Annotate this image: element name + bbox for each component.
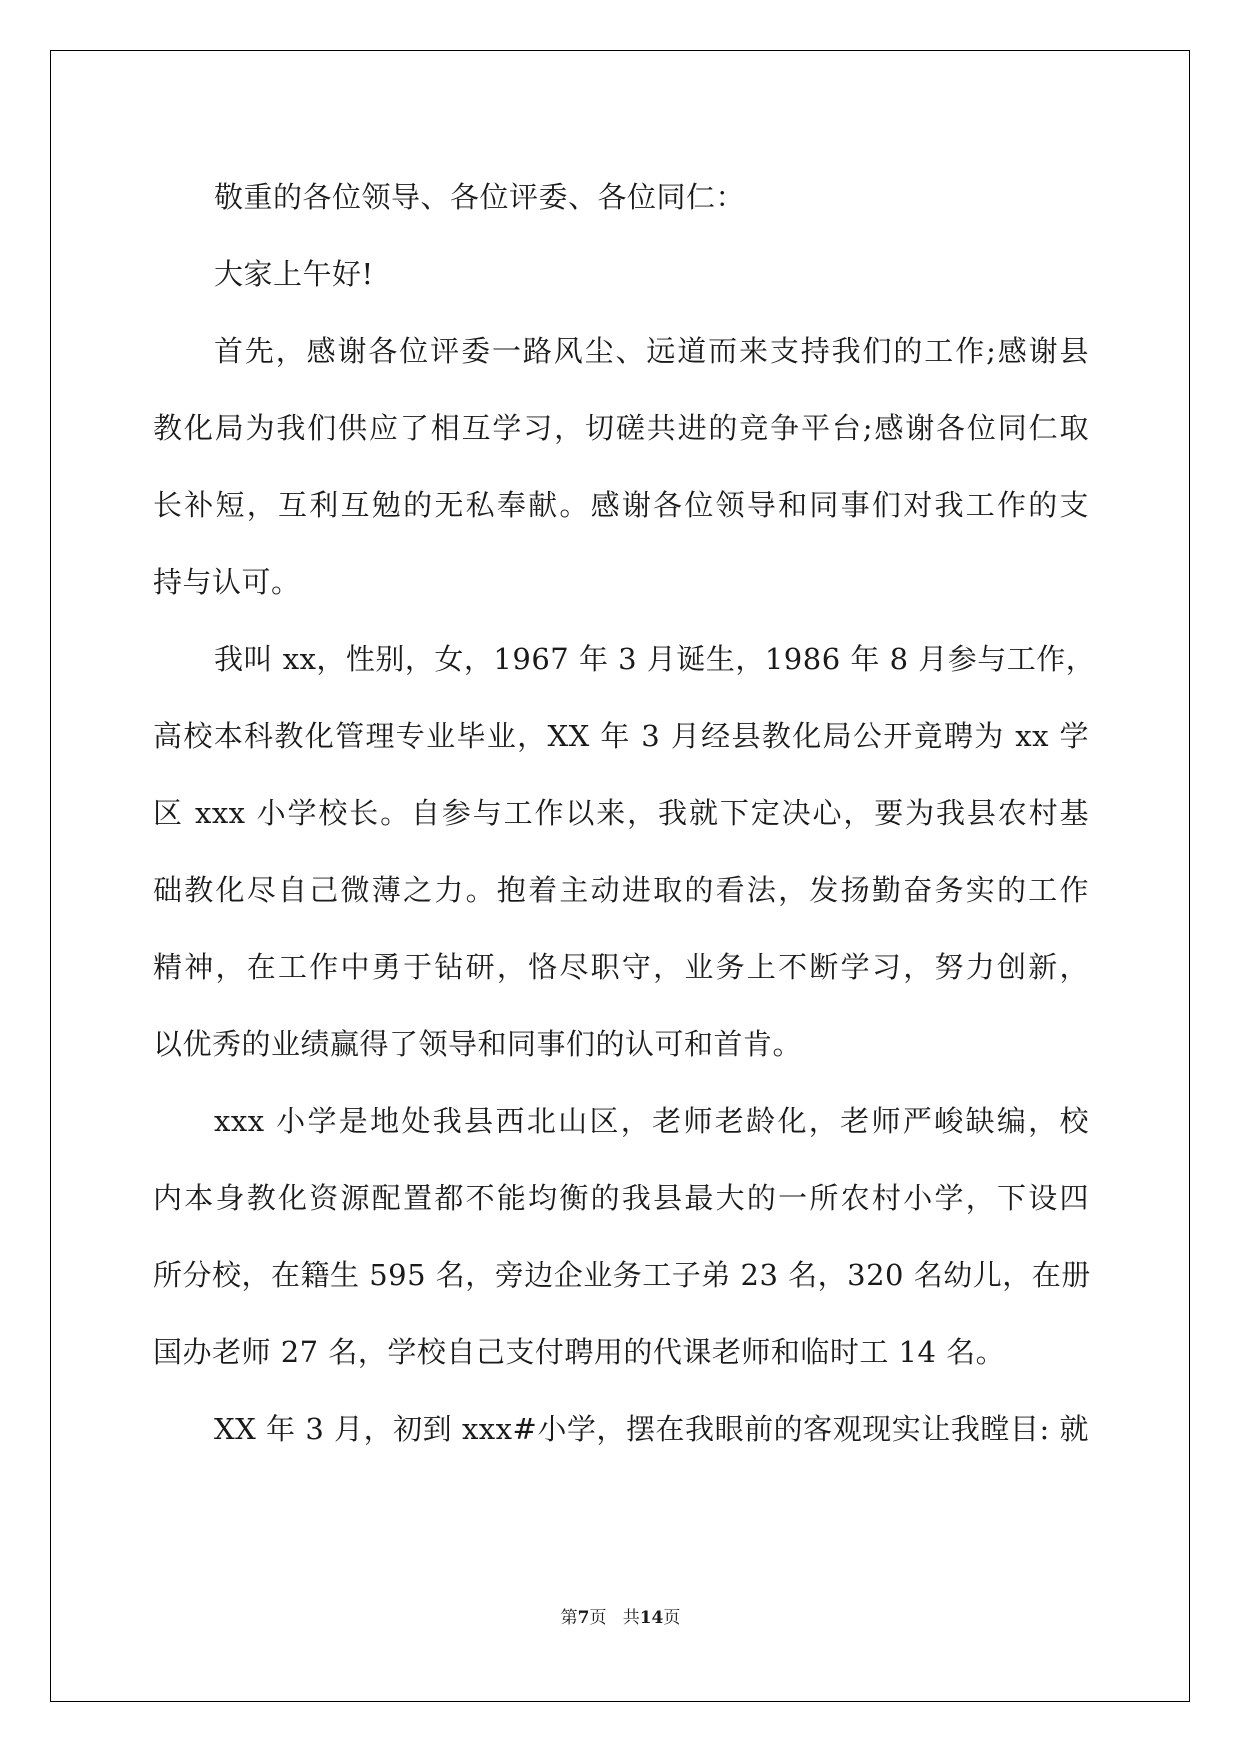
- text-line: 持与认可。: [153, 565, 301, 599]
- school-paragraph: [153, 1083, 1089, 1391]
- page-footer: [0, 1603, 1241, 1628]
- thanks-paragraph: [153, 313, 1089, 621]
- text-line: 我叫 xx，性别，女，1967 年 3 月诞生，1986 年 8 月参与工作，: [214, 642, 1096, 676]
- text-line: 大家上午好!: [214, 257, 374, 291]
- text-line: 国办老师 27 名，学校自己支付聘用的代课老师和临时工 14 名。: [153, 1335, 1006, 1369]
- footer-total-pages: 14: [639, 1608, 664, 1628]
- text-line: 教化局为我们供应了相互学习，切磋共进的竞争平台;感谢各位同仁取: [153, 411, 1089, 445]
- text-line: 以优秀的业绩赢得了领导和同事们的认可和首肯。: [153, 1027, 803, 1061]
- text-line: 内本身教化资源配置都不能均衡的我县最大的一所农村小学，下设四: [153, 1181, 1089, 1215]
- text-line: 础教化尽自己微薄之力。抱着主动进取的看法，发扬勤奋务实的工作: [153, 873, 1089, 907]
- text-line: xxx 小学是地处我县西北山区，老师老龄化，老师严峻缺编，校: [214, 1104, 1089, 1138]
- introduction-paragraph: [153, 621, 1096, 1083]
- footer-current-page: 7: [577, 1608, 590, 1628]
- arrival-paragraph: [153, 1391, 1089, 1468]
- salutation-paragraph: [153, 159, 1089, 236]
- text-line: XX 年 3 月，初到 xxx#小学，摆在我眼前的客观现实让我瞠目: 就: [214, 1412, 1089, 1446]
- text-line: 高校本科教化管理专业毕业，XX 年 3 月经县教化局公开竟聘为 xx 学: [153, 719, 1089, 753]
- greeting-paragraph: [153, 236, 1089, 313]
- footer-total-prefix: 共: [622, 1608, 640, 1628]
- text-line: 所分校，在籍生 595 名，旁边企业务工子弟 23 名，320 名幼儿，在册: [153, 1258, 1091, 1292]
- document-body: [153, 159, 1096, 1468]
- footer-prefix: 第: [560, 1608, 578, 1628]
- text-line: 敬重的各位领导、各位评委、各位同仁：: [214, 180, 746, 214]
- text-line: 精神，在工作中勇于钻研，恪尽职守，业务上不断学习，努力创新，: [153, 950, 1089, 984]
- footer-total-unit: 页: [663, 1608, 681, 1628]
- text-line: 首先，感谢各位评委一路风尘、远道而来支持我们的工作;感谢县: [214, 334, 1089, 368]
- footer-page-unit: 页: [589, 1608, 607, 1628]
- text-line: 区 xxx 小学校长。自参与工作以来，我就下定决心，要为我县农村基: [153, 796, 1089, 830]
- text-line: 长补短，互利互勉的无私奉献。感谢各位领导和同事们对我工作的支: [153, 488, 1089, 522]
